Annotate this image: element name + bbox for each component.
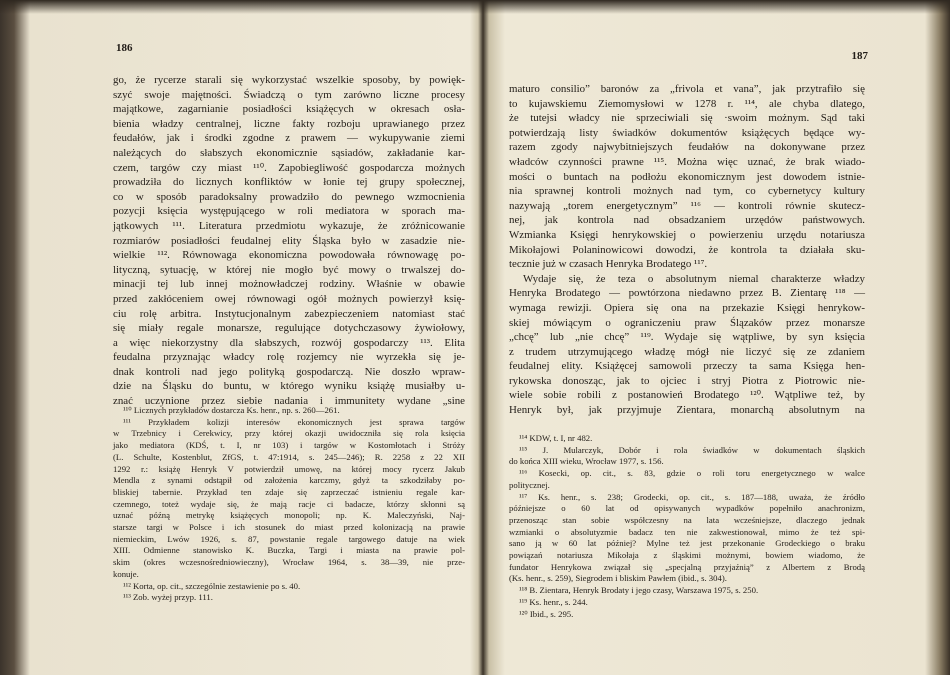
footnote-line: Mendla z synami odstąpił od założenia karczmy, gdyż ta szkodziłaby po- <box>113 475 465 486</box>
text-line: szyć swoje majętności. Świadczą o tym zarówno liczne procesy <box>113 88 465 101</box>
text-line: się miały regale monarsze, regulujące dotychczasowy żywiołowy, <box>113 322 465 335</box>
text-line: mości o buntach na podłożu ekonomicznym jest dowodem istnie- <box>509 170 865 183</box>
text-line: Mikołajowi Polaninowicowi dowodzi, że kontrola ta działała sku- <box>509 243 865 256</box>
text-line: a więc niekorzystny dla słabszych, rozwój gospodarczy ¹¹³. Elita <box>113 336 465 349</box>
text-line: potwierdzają listy świadków dokumentów książęcych będące wy- <box>509 126 865 139</box>
text-line: „chcę” lub „nie chcę” ¹¹⁹. Wydaje się wątpliwe, by syn księcia <box>509 331 865 344</box>
footnote-line: 1292 r.: książę Henryk V potwierdził umowę, na której mocy rycerz Jakub <box>113 463 465 474</box>
text-line: co w sposób paradoksalny prowadziło do pewnego wzmocnienia <box>113 190 465 203</box>
text-line: z trudem utrzymującego władzę mógł nie liczyć się ze zdaniem <box>509 345 865 358</box>
text-line: to kujawskiemu Ziemomysłowi w 1278 r. ¹¹⁴, ale chyba dlatego, <box>509 97 865 110</box>
text-line: Henryk był, jak przyjmuje Zientara, monarchą absolutnym na <box>509 404 865 417</box>
footnote-line: ¹¹⁴ KDW, t. I, nr 482. <box>519 433 593 443</box>
text-line: Wydaje się, że teza o absolutnym niemal charakterze władzy <box>523 272 865 285</box>
text-line: nej, jak kontrola nad obsadzaniem urzędów państwowych. <box>509 214 865 227</box>
text-line: wymaga rewizji. Opiera się ona na przekazie Księgi henrykow- <box>509 301 865 314</box>
footnote-line: niemieckim, Lwów 1926, s. 87, powstanie regale targowego datuje na wiek <box>113 533 465 544</box>
footnote-line: skim (okres wczesnośredniowieczny), Wrocław 1964, s. 38—39, nie prze- <box>113 557 465 568</box>
footnote-line: XIII. Odmienne stanowisko K. Buczka, Targi i miasta na prawie pol- <box>113 545 465 556</box>
footnote-line: w Trzebnicy i Cerekwicy, przy której okazji uwidoczniła się rola księcia <box>113 428 465 439</box>
text-line: rozmiarów posiadłości feudalnej elity Śląska było w zasadzie nie- <box>113 234 465 247</box>
text-line: wielkie ¹¹². Równowaga ekonomiczna powodowała równowagę po- <box>113 249 465 262</box>
footnote-line: ¹¹⁷ Ks. henr., s. 238; Grodecki, op. cit., s. 187—188, uważa, że źródło <box>519 491 865 502</box>
text-line: feudałów, jak i środki zgodne z prawem — wykupywanie ziemi <box>113 132 465 145</box>
footnote-line: czemnego, toteż wydaje się, że mają racje ci badacze, którzy skłonni są <box>113 498 465 509</box>
footnote-line: przenosząc stan sobie współczesny na lata wcześniejsze, dlaczego jednak <box>509 514 865 525</box>
footnote-line: (L. Schulte, Kostenblut, ZfGS, t. 47:1914, s. 245—246); R. 2258 z 22 XII <box>113 451 465 462</box>
text-line: że tutejsi władcy nie sprzeciwiali się ·swoim możnym. Sąd taki <box>509 112 865 125</box>
top-shadow <box>0 0 950 14</box>
text-line: skiej mówiącym o ograniczeniu praw Ślązaków przez monarsze <box>509 316 865 329</box>
text-line: bienia władzy centralnej, liczne fakty rozboju uprawianego przez <box>113 117 465 130</box>
footnote-line: sano ją w 60 lat później? Mylne też jest przekonanie Grodeckiego o braku <box>509 538 865 549</box>
text-line: minacji tej lub innej możnowładczej rodziny. Właśnie w obawie <box>113 278 465 291</box>
footnote-line: politycznej. <box>509 479 550 490</box>
text-line: Wzmianka Księgi henrykowskiej o powierzeniu urzędu notariusza <box>509 228 865 241</box>
footnote-line: ¹¹⁵ J. Mularczyk, Dobór i rola świadków w dokumentach śląskich <box>519 444 865 455</box>
text-line: prowadziła do licznych konfliktów w łonie tej grupy społecznej, <box>113 176 465 189</box>
text-line: Henryka Brodatego — powtórzona niedawno przez B. Zientarę ¹¹⁸ — <box>509 287 865 300</box>
text-line: czem, targów czy miast ¹¹⁰. Zapobiegliwość gospodarcza możnych <box>113 161 465 174</box>
footnote-line: uznać późną metrykę książęcych monopoli; np. K. Maleczyński, Naj- <box>113 510 465 521</box>
text-line: nia sprawnej kontroli możnych nad tym, co cybernetycy kultury <box>509 185 865 198</box>
footnote-line: (Ks. henr., s. 259), Siegrodem i bliskim Pawłem (ibid., s. 304). <box>509 573 727 584</box>
footnote-line: do końca XIII wieku, Wrocław 1977, s. 156. <box>509 456 664 467</box>
text-line: razem zgody najwybitniejszych feudałów na dokonywane przez <box>509 141 865 154</box>
footnote-line: ¹¹² Korta, op. cit., szczególnie zestawienie po s. 40. <box>123 580 301 591</box>
text-line: lityczną, sytuację, w której nie mogło być mowy o trwalszej do- <box>113 263 465 276</box>
text-line: feudalnej elity. Książęcej samowoli przeczy ta sama Księga hen- <box>509 360 865 373</box>
text-line: go, że rycerze starali się wykorzystać wszelkie sposoby, by powięk- <box>113 74 465 86</box>
page-number: 186 <box>116 42 133 54</box>
text-line: tecznie już w czasach Henryka Brodatego ¹¹⁷. <box>509 258 708 271</box>
text-line: nazywają „torem energetycznym” ¹¹⁶ — kontroli równie skutecz- <box>509 199 865 212</box>
text-line: przed zakłóceniem owej równowagi ogół możnych powierzył księ- <box>113 292 465 305</box>
footnote-line: wzmianki o absolutyzmie badacz ten nie zakwestionował, mimo że też spi- <box>509 526 865 537</box>
footnote-line: bliskiej tabernie. Przykład ten zdaje się zaprzeczać istnieniu regale kar- <box>113 486 465 497</box>
footnote-line: fundator Henrykowa związał się „specjalną przyjaźnią” z Albertem z Brodą <box>509 561 865 572</box>
footnote-line: późniejsze o 60 lat od opisywanych wypadków popełniło anachronizm, <box>509 503 865 514</box>
text-line: pozycji księcia występującego w roli mediatora w sporach ma- <box>113 205 465 218</box>
footnote-line: ¹²⁰ Ibid., s. 295. <box>519 608 574 619</box>
footnote-line: ¹¹³ Zob. wyżej przyp. 111. <box>123 592 213 603</box>
footnote-line: jako mediatora (KDŚ, t. I, nr 103) i targów w Kostomłotach i Stróży <box>113 440 465 451</box>
text-line: feudalna przyznając władcy rolę rozjemcy nie wyrzekła się je- <box>113 351 465 364</box>
footnote-line: ¹¹⁶ Kosecki, op. cit., s. 83, gdzie o roli toru energetycznego w walce <box>519 468 865 479</box>
footnote-line: ¹¹⁰ Licznych przykładów dostarcza Ks. henr., np. s. 260—261. <box>123 405 340 415</box>
footnote-line: powiązań notariusza Mikołaja z śląskimi możnymi, bowiem wiadomo, że <box>509 550 865 561</box>
text-line: majątkowe, zagarnianie posiadłości książęcych w okresach osła- <box>113 103 465 116</box>
text-line: znać uczynione przez siebie nadania i immunitety wydane „sine <box>113 395 465 408</box>
text-line: ciu rolę arbitra. Instytucjonalnym zabezpieczeniem natomiast stać <box>113 307 465 320</box>
text-line: wiele sobie robili z postanowień Brodatego ¹²⁰. Wątpliwe też, by <box>509 389 865 402</box>
body-text <box>509 82 865 418</box>
footnote-line: ¹¹¹ Przykładem kolizji interesów ekonomicznych jest sprawa targów <box>123 416 465 427</box>
footnote-line: ¹¹⁸ B. Zientara, Henryk Brodaty i jego czasy, Warszawa 1975, s. 250. <box>519 585 759 596</box>
footnote-line: starsze targi w Polsce i ich stosunek do miast przed kolonizacją na prawie <box>113 522 465 533</box>
footnote-line: konuje. <box>113 568 139 579</box>
text-line: rykowska donosząc, jak to ojciec i stryj Piotra z Piotrowic nie- <box>509 374 865 387</box>
text-line: maturo consilio” baronów za „frivola et vana”, jak przytrafiło się <box>509 83 865 95</box>
text-line: należących do słabszych ekonomicznie sąsiadów, zakładanie kar- <box>113 146 465 159</box>
footnote-line: ¹¹⁹ Ks. henr., s. 244. <box>519 596 588 607</box>
footnotes <box>113 405 465 604</box>
footnotes <box>509 433 865 620</box>
text-line: jątkowych ¹¹¹. Literatura przedmiotu wykazuje, że zróżnicowanie <box>113 219 465 232</box>
text-line: władców czynności prawne ¹¹⁵. Można więc uznać, że brak wiado- <box>509 155 865 168</box>
text-line: dnak kontroli nad jego polityką gospodarczą. Nie doszło wpraw- <box>113 365 465 378</box>
body-text <box>113 73 465 409</box>
page-number: 187 <box>851 50 868 62</box>
text-line: dzie na Śląsku do buntu, w którego wyniku książę musiałby u- <box>113 380 465 393</box>
